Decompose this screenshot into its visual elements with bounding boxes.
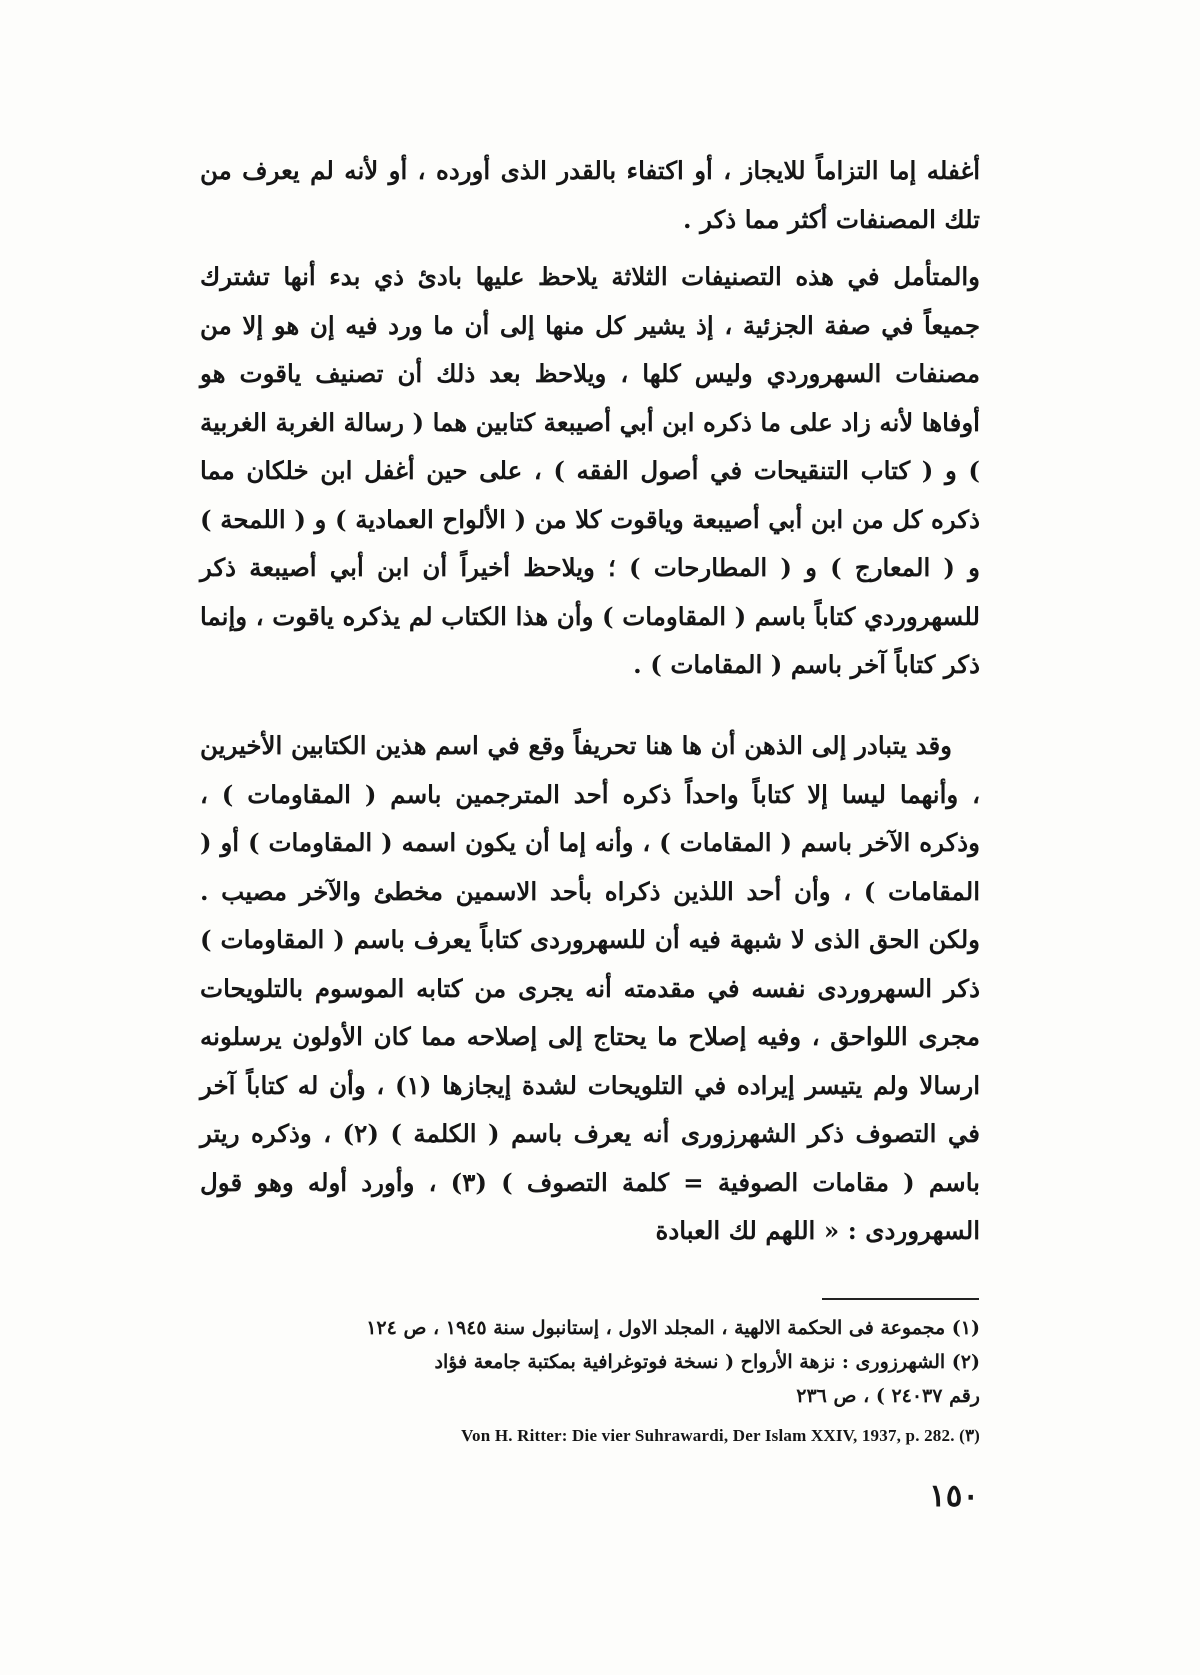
- paragraph-text: أغفله إما التزاماً للايجاز ، أو اكتفاء بالقدر الذى أورده ، أو لأنه لم يعرف من تلك المصنفات أكثر مما ذكر .: [200, 156, 980, 234]
- footnote-3: Von H. Ritter: Die vier Suhrawardi, Der Islam XXIV, 1937, p. 282. (٣): [461, 1426, 980, 1445]
- footnote-1: (١) مجموعة فى الحكمة الالهية ، المجلد الاول ، إستانبول سنة ١٩٤٥ ، ص ١٢٤: [366, 1317, 980, 1339]
- page-number: ١٥٠: [929, 1478, 979, 1514]
- paragraph-text: وقد يتبادر إلى الذهن أن ها هنا تحريفاً وقع في اسم هذين الكتابين الأخيرين ، وأنهما ليسا إلا كتاباً واحداً ذكره أحد المترجمين باسم ( المقاومات ) ، وذكره الآخر باسم ( المقامات ) ، وأنه إما أن يكون اسمه ( المقاومات ) أو ( المقامات ) ، وأن أحد اللذين ذكراه بأحد الاسمين مخطئ والآخر مصيب . ولكن الحق الذى لا شبهة فيه أن للسهروردى كتاباً يعرف باسم ( المقاومات ) ذكر السهروردى نفسه في مقدمته أنه يجرى من كتابه الموسوم بالتلويحات مجرى اللواحق ، وفيه إصلاح ما يحتاج إلى إصلاحه مما كان الأولون يرسلونه ارسالا ولم يتيسر إيراده في التلويحات لشدة إيجازها (١) ، وأن له كتاباً آخر في التصوف ذكر الشهرزورى أنه يعرف باسم ( الكلمة ) (٢) ، وذكره ريتر باسم ( مقامات الصوفية = كلمة التصوف ) (٣) ، وأورد أوله وهو قول السهروردى : « اللهم لك العبادة: [200, 731, 981, 1245]
- body-paragraph-3: [200, 722, 980, 1256]
- paragraph-text: والمتأمل في هذه التصنيفات الثلاثة يلاحظ عليها بادئ ذي بدء أنها تشترك جميعاً في صفة الجزئية ، إذ يشير كل منها إلى أن ما ورد فيه إن هو إلا من مصنفات السهروردي وليس كلها ، ويلاحظ بعد ذلك أن تصنيف ياقوت هو أوفاها لأنه زاد على ما ذكره ابن أبي أصيبعة كتابين هما ( رسالة الغربة الغربية ) و ( كتاب التنقيحات في أصول الفقه ) ، على حين أغفل ابن خلكان مما ذكره كل من ابن أبي أصيبعة وياقوت كلا من ( الألواح العمادية ) و ( اللمحة ) و ( المعارج ) و ( المطارحات ) ؛ ويلاحظ أخيراً أن ابن أبي أصيبعة ذكر للسهروردي كتاباً باسم ( المقاومات ) وأن هذا الكتاب لم يذكره ياقوت ، وإنما ذكر كتاباً آخر باسم ( المقامات ) .: [200, 262, 980, 679]
- body-paragraph-2: [200, 253, 980, 690]
- footnote-2: (٢) الشهرزورى : نزهة الأرواح ( نسخة فوتوغرافية بمكتبة جامعة فؤاد: [434, 1351, 980, 1373]
- footnote-divider: [822, 1298, 979, 1300]
- body-paragraph-1: [200, 147, 980, 244]
- footnote-2-continuation: رقم ٢٤٠٣٧ ) ، ص ٢٣٦: [796, 1385, 980, 1407]
